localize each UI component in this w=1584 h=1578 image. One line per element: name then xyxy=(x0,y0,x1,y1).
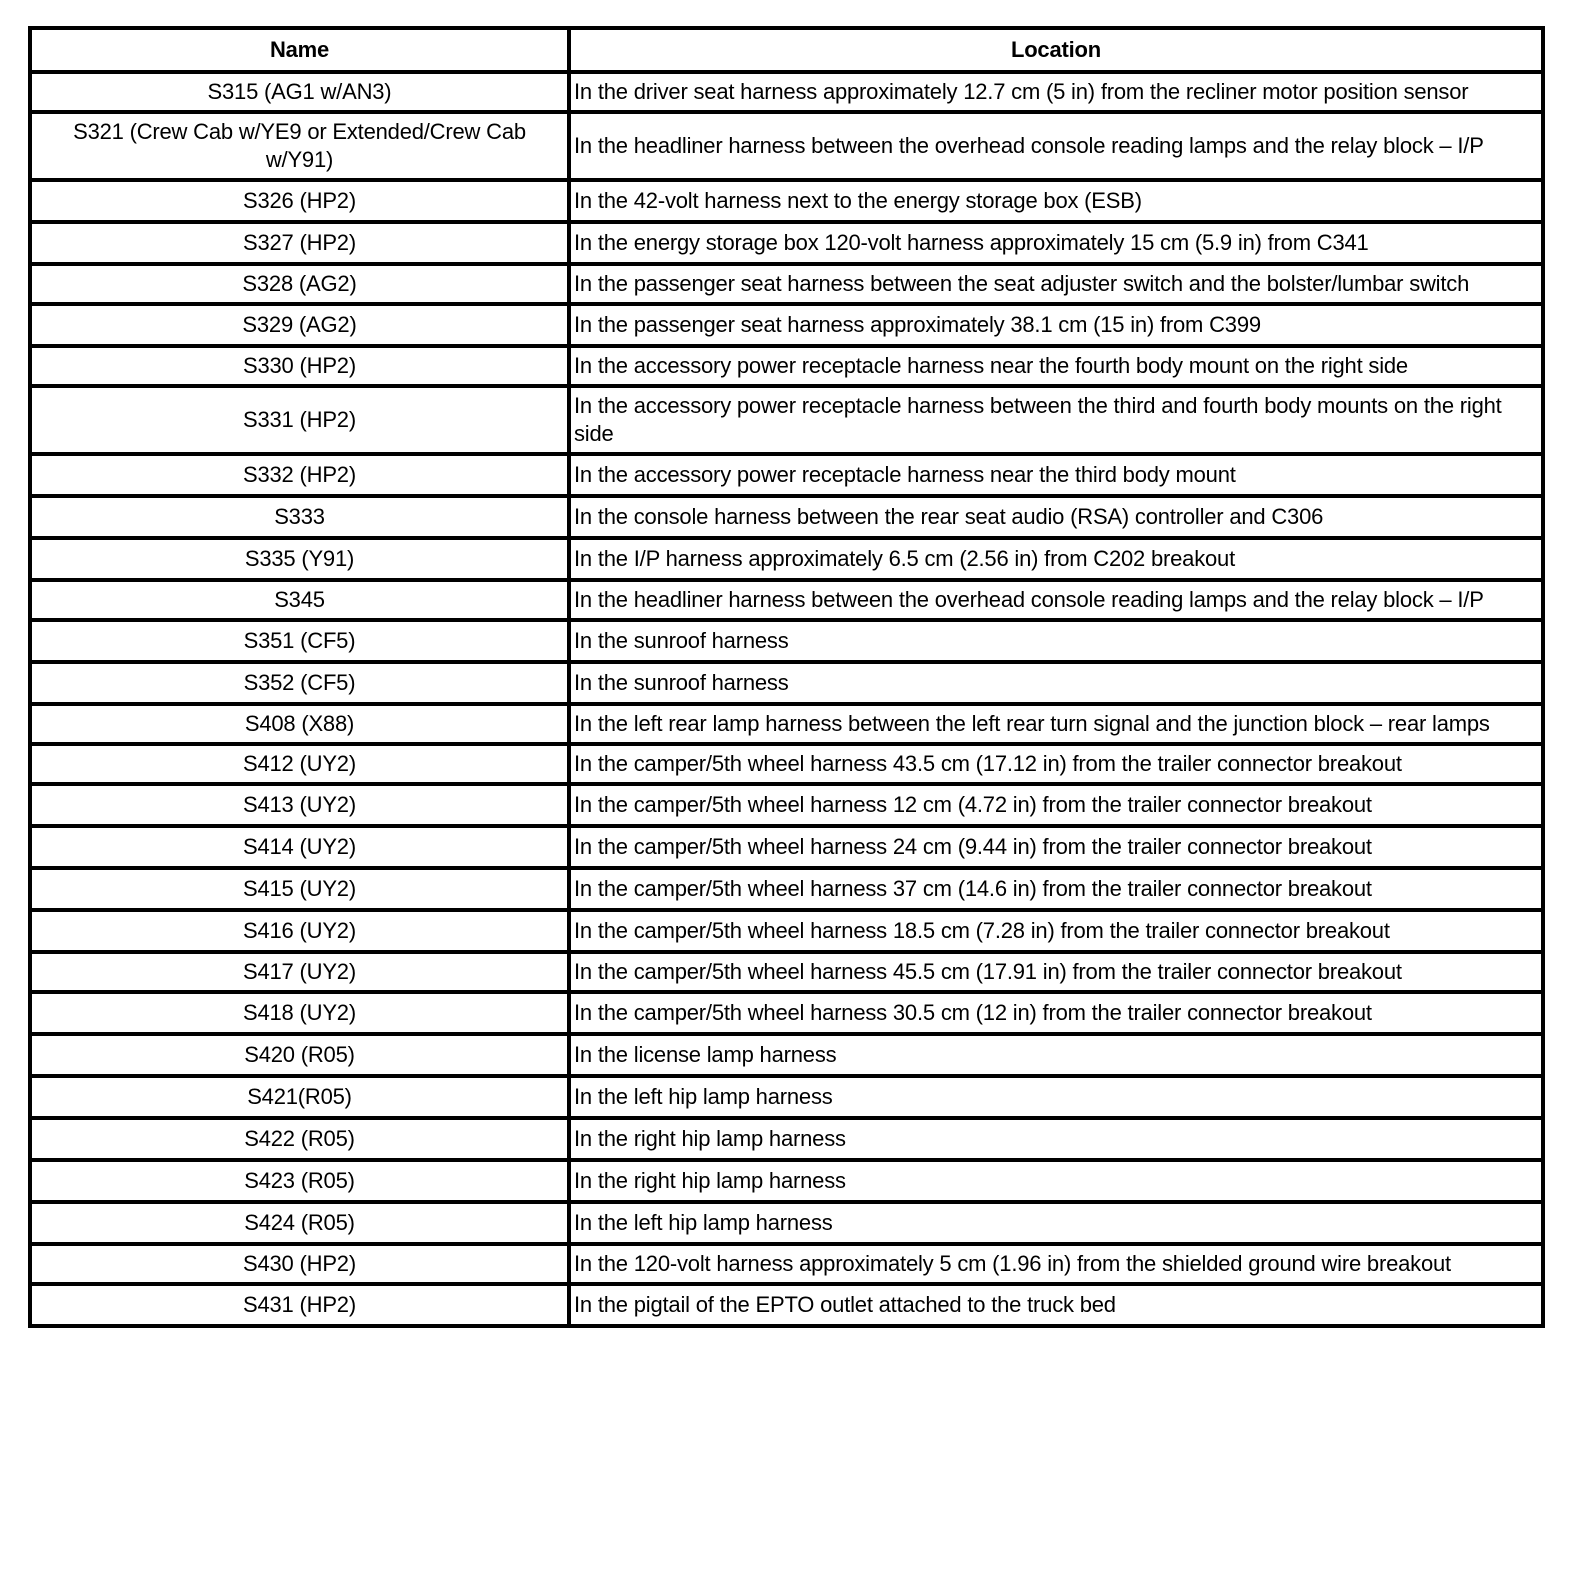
splice-location-cell: In the 120-volt harness approximately 5 cm (1.96 in) from the shielded ground wire breakout xyxy=(569,1244,1543,1284)
column-header-name: Name xyxy=(30,28,569,72)
splice-location-cell: In the pigtail of the EPTO outlet attached to the truck bed xyxy=(569,1284,1543,1326)
table-row xyxy=(30,538,1543,580)
splice-location-cell: In the camper/5th wheel harness 45.5 cm (17.91 in) from the trailer connector breakout xyxy=(569,952,1543,992)
splice-name-cell: S412 (UY2) xyxy=(30,744,569,784)
splice-location-cell: In the console harness between the rear seat audio (RSA) controller and C306 xyxy=(569,496,1543,538)
table-row xyxy=(30,952,1543,992)
table-row xyxy=(30,1076,1543,1118)
splice-location-cell: In the sunroof harness xyxy=(569,620,1543,662)
splice-location-cell: In the accessory power receptacle harness near the third body mount xyxy=(569,454,1543,496)
splice-name-cell: S328 (AG2) xyxy=(30,264,569,304)
table-row xyxy=(30,454,1543,496)
table-row xyxy=(30,992,1543,1034)
splice-name-cell: S330 (HP2) xyxy=(30,346,569,386)
splice-location-cell: In the accessory power receptacle harness between the third and fourth body mounts on the right side xyxy=(569,386,1543,454)
table-row xyxy=(30,580,1543,620)
splice-location-cell: In the passenger seat harness between the seat adjuster switch and the bolster/lumbar switch xyxy=(569,264,1543,304)
splice-name-cell: S332 (HP2) xyxy=(30,454,569,496)
table-row xyxy=(30,826,1543,868)
splice-location-cell: In the right hip lamp harness xyxy=(569,1118,1543,1160)
splice-name-cell: S345 xyxy=(30,580,569,620)
splice-name-cell: S420 (R05) xyxy=(30,1034,569,1076)
splice-name-cell: S408 (X88) xyxy=(30,704,569,744)
splice-name-cell: S329 (AG2) xyxy=(30,304,569,346)
table-row xyxy=(30,496,1543,538)
splice-name-cell: S417 (UY2) xyxy=(30,952,569,992)
splice-location-cell: In the sunroof harness xyxy=(569,662,1543,704)
splice-name-cell: S414 (UY2) xyxy=(30,826,569,868)
table-row xyxy=(30,1284,1543,1326)
splice-location-cell: In the left hip lamp harness xyxy=(569,1076,1543,1118)
splice-location-cell: In the camper/5th wheel harness 37 cm (14.6 in) from the trailer connector breakout xyxy=(569,868,1543,910)
splice-location-cell: In the 42-volt harness next to the energy storage box (ESB) xyxy=(569,180,1543,222)
splice-name-cell: S315 (AG1 w/AN3) xyxy=(30,72,569,112)
table-row xyxy=(30,620,1543,662)
table-row xyxy=(30,72,1543,112)
table-body xyxy=(30,72,1543,1326)
splice-location-cell: In the camper/5th wheel harness 30.5 cm (12 in) from the trailer connector breakout xyxy=(569,992,1543,1034)
splice-location-cell: In the headliner harness between the overhead console reading lamps and the relay block – I/P xyxy=(569,580,1543,620)
splice-location-cell: In the camper/5th wheel harness 24 cm (9.44 in) from the trailer connector breakout xyxy=(569,826,1543,868)
column-header-location: Location xyxy=(569,28,1543,72)
splice-name-cell: S326 (HP2) xyxy=(30,180,569,222)
splice-name-cell: S331 (HP2) xyxy=(30,386,569,454)
splice-name-cell: S352 (CF5) xyxy=(30,662,569,704)
table-row xyxy=(30,304,1543,346)
splice-location-cell: In the driver seat harness approximately 12.7 cm (5 in) from the recliner motor position sensor xyxy=(569,72,1543,112)
table-row xyxy=(30,868,1543,910)
splice-location-cell: In the camper/5th wheel harness 43.5 cm (17.12 in) from the trailer connector breakout xyxy=(569,744,1543,784)
splice-name-cell: S424 (R05) xyxy=(30,1202,569,1244)
splice-location-table xyxy=(28,26,1545,1328)
table-row xyxy=(30,346,1543,386)
splice-name-cell: S321 (Crew Cab w/YE9 or Extended/Crew Cab w/Y91) xyxy=(30,112,569,180)
splice-name-cell: S423 (R05) xyxy=(30,1160,569,1202)
table-row xyxy=(30,222,1543,264)
splice-location-cell: In the camper/5th wheel harness 18.5 cm (7.28 in) from the trailer connector breakout xyxy=(569,910,1543,952)
splice-name-cell: S333 xyxy=(30,496,569,538)
splice-name-cell: S422 (R05) xyxy=(30,1118,569,1160)
splice-location-cell: In the license lamp harness xyxy=(569,1034,1543,1076)
table-row xyxy=(30,704,1543,744)
splice-name-cell: S351 (CF5) xyxy=(30,620,569,662)
splice-location-cell: In the passenger seat harness approximately 38.1 cm (15 in) from C399 xyxy=(569,304,1543,346)
splice-name-cell: S416 (UY2) xyxy=(30,910,569,952)
splice-name-cell: S431 (HP2) xyxy=(30,1284,569,1326)
table-header-row xyxy=(30,28,1543,72)
splice-location-cell: In the headliner harness between the overhead console reading lamps and the relay block – I/P xyxy=(569,112,1543,180)
table-row xyxy=(30,662,1543,704)
table-row xyxy=(30,1244,1543,1284)
table-row xyxy=(30,112,1543,180)
table-row xyxy=(30,744,1543,784)
splice-name-cell: S413 (UY2) xyxy=(30,784,569,826)
splice-name-cell: S335 (Y91) xyxy=(30,538,569,580)
table-row xyxy=(30,910,1543,952)
table-row xyxy=(30,264,1543,304)
splice-location-cell: In the accessory power receptacle harness near the fourth body mount on the right side xyxy=(569,346,1543,386)
splice-name-cell: S415 (UY2) xyxy=(30,868,569,910)
splice-location-cell: In the left hip lamp harness xyxy=(569,1202,1543,1244)
table-row xyxy=(30,784,1543,826)
splice-name-cell: S421(R05) xyxy=(30,1076,569,1118)
splice-name-cell: S430 (HP2) xyxy=(30,1244,569,1284)
splice-location-cell: In the energy storage box 120-volt harness approximately 15 cm (5.9 in) from C341 xyxy=(569,222,1543,264)
splice-location-cell: In the camper/5th wheel harness 12 cm (4.72 in) from the trailer connector breakout xyxy=(569,784,1543,826)
table-row xyxy=(30,1034,1543,1076)
table-row xyxy=(30,386,1543,454)
splice-name-cell: S418 (UY2) xyxy=(30,992,569,1034)
table-row xyxy=(30,1160,1543,1202)
splice-name-cell: S327 (HP2) xyxy=(30,222,569,264)
table-row xyxy=(30,1202,1543,1244)
table-row xyxy=(30,180,1543,222)
splice-location-cell: In the I/P harness approximately 6.5 cm (2.56 in) from C202 breakout xyxy=(569,538,1543,580)
splice-location-cell: In the right hip lamp harness xyxy=(569,1160,1543,1202)
table-row xyxy=(30,1118,1543,1160)
splice-location-cell: In the left rear lamp harness between the left rear turn signal and the junction block – rear lamps xyxy=(569,704,1543,744)
